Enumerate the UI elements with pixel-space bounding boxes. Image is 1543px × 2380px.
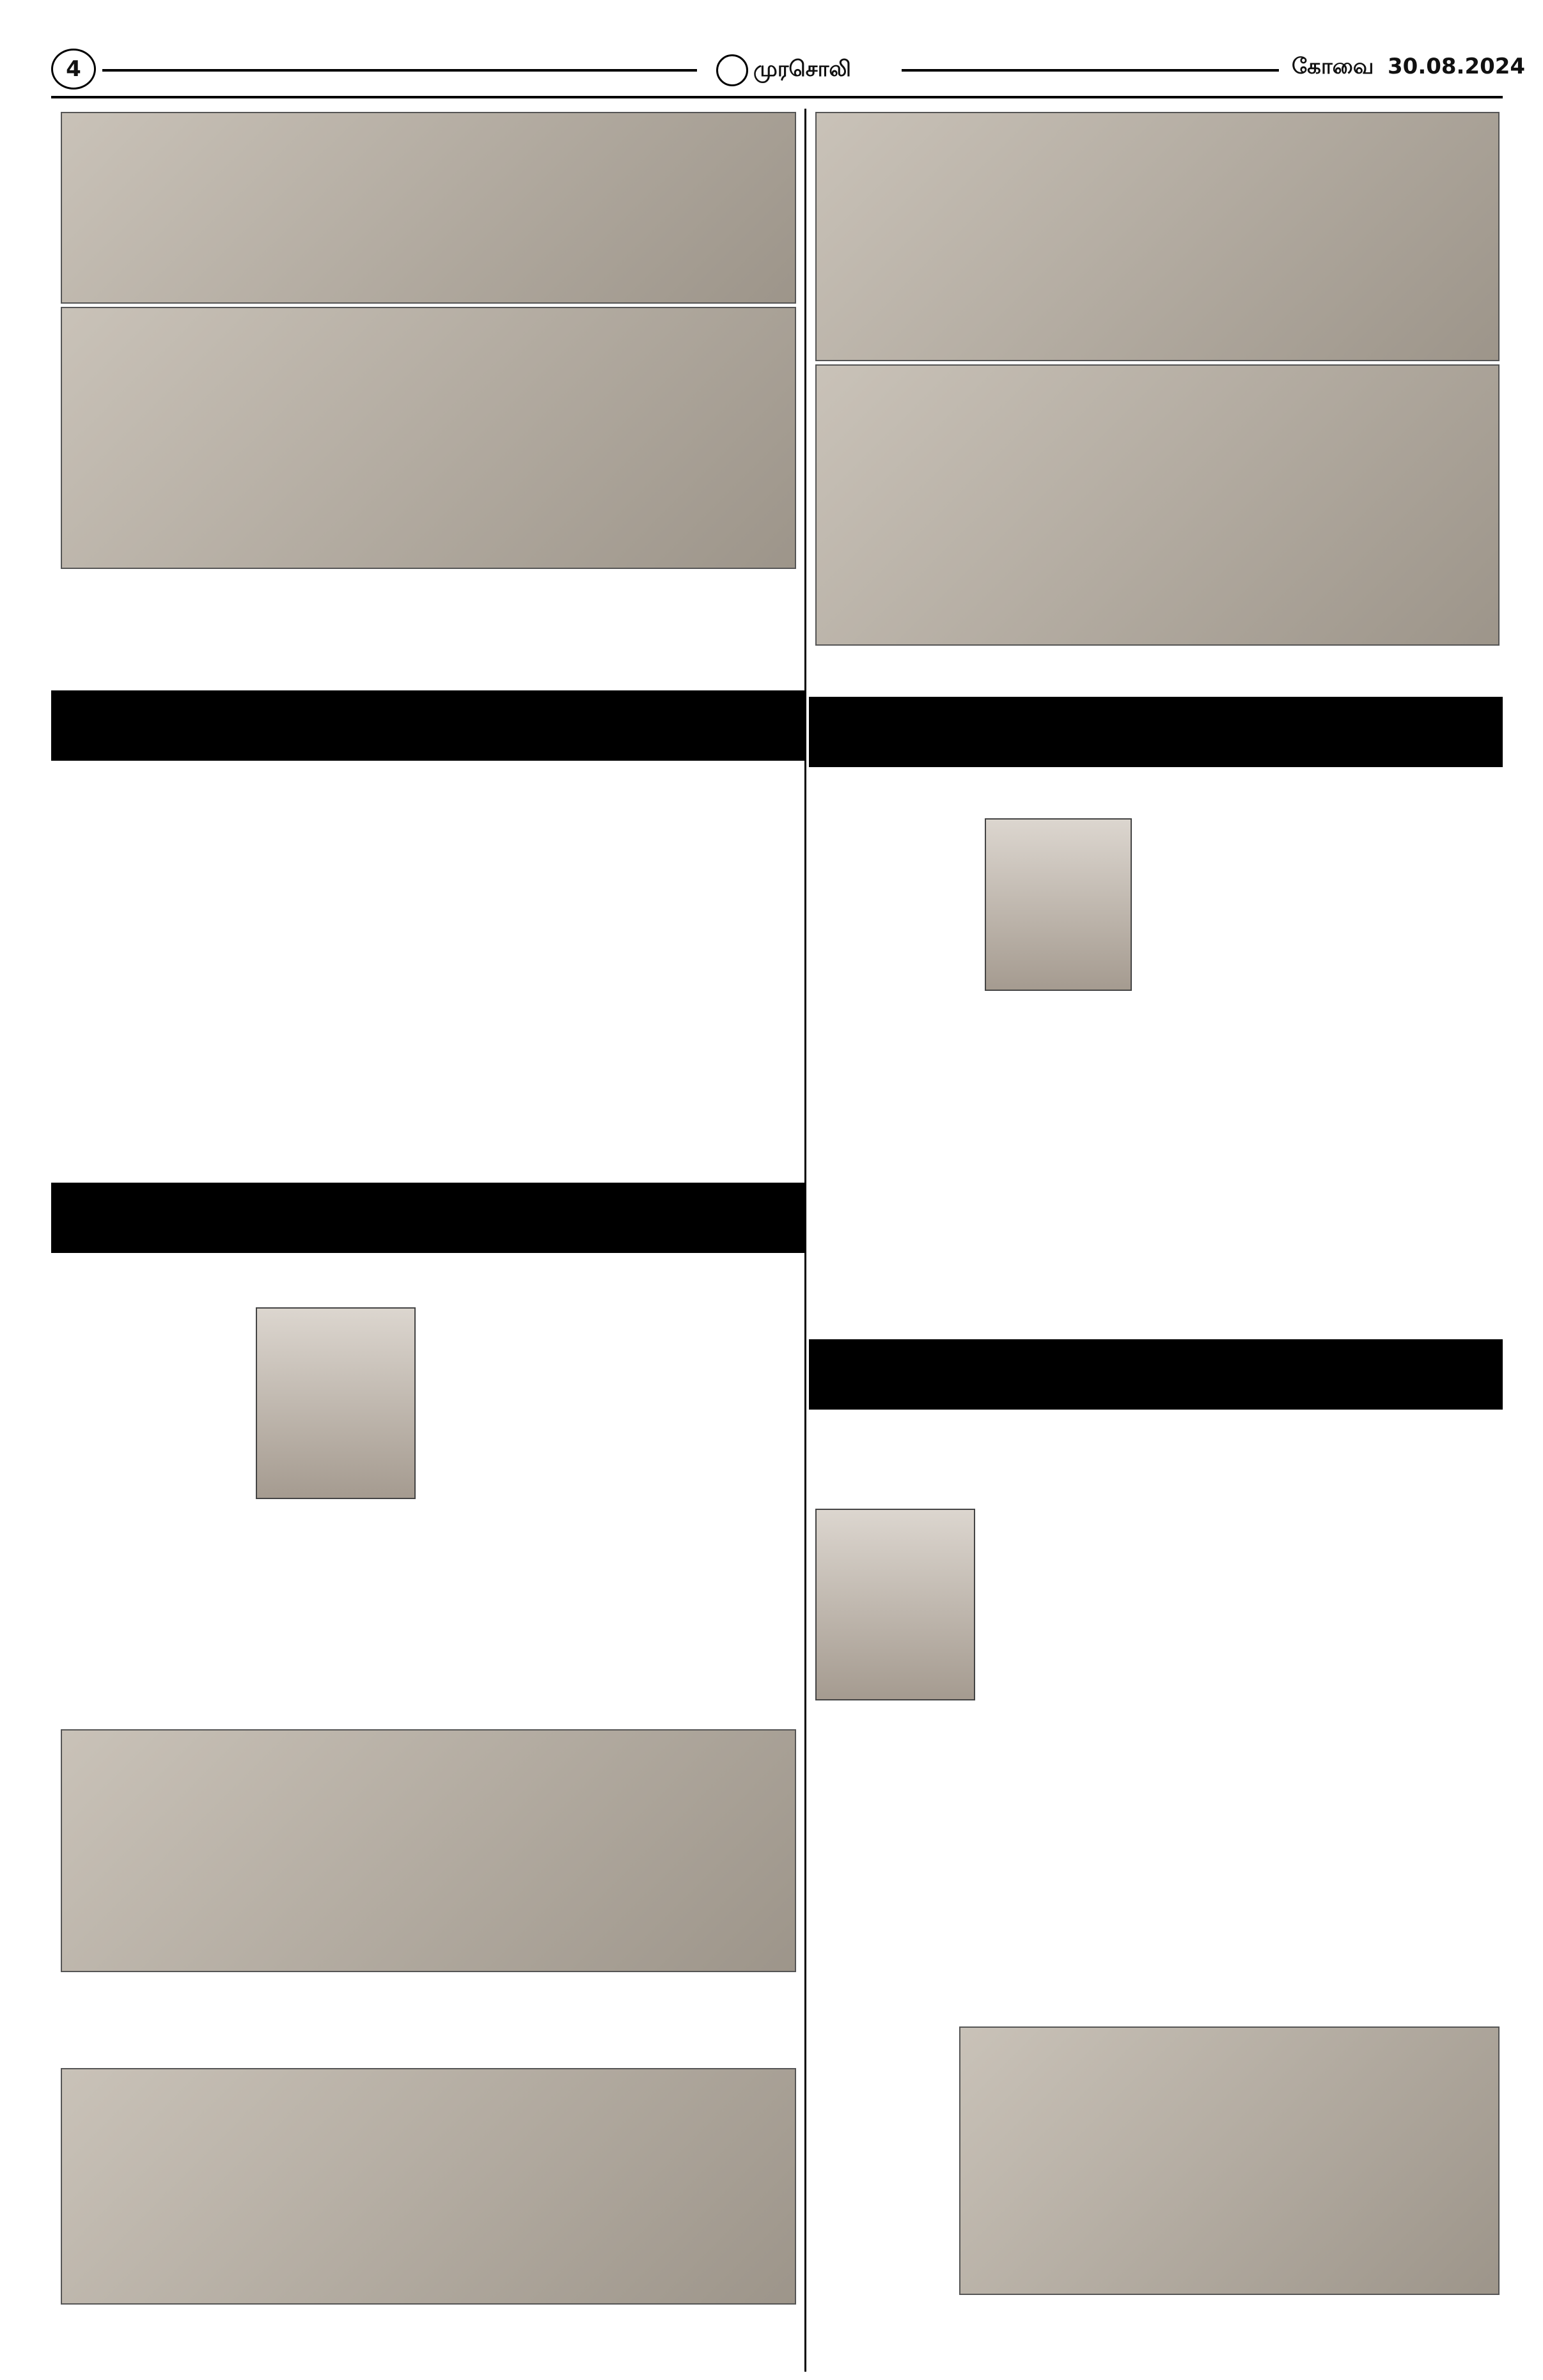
story1-col-1 bbox=[61, 815, 297, 1128]
photo-mid-left-caption bbox=[61, 1975, 796, 2058]
page-header bbox=[51, 45, 1526, 96]
page-number-badge bbox=[51, 49, 96, 89]
masthead-title: முரசொலி bbox=[753, 56, 851, 82]
meeting-photo-top bbox=[815, 112, 1500, 361]
story2-kicker bbox=[815, 658, 1500, 687]
story2-col-3 bbox=[1324, 818, 1500, 1291]
event-photo-mid-left bbox=[61, 1729, 796, 1972]
story1-col-3 bbox=[560, 815, 796, 1128]
story3-col-1 bbox=[61, 1307, 246, 1723]
masthead bbox=[716, 51, 882, 89]
story2-col-1 bbox=[815, 818, 975, 1291]
header-city: கோவை bbox=[1292, 54, 1374, 79]
story2-subhead bbox=[815, 774, 1500, 812]
event-photo-bottom-left bbox=[61, 2068, 796, 2305]
story2-headline bbox=[809, 697, 1503, 767]
story1-kicker bbox=[61, 655, 796, 684]
story2-col-2 bbox=[1141, 818, 1314, 1291]
event-photo-stage bbox=[61, 112, 796, 304]
story1-col-2 bbox=[310, 815, 547, 1128]
story3-kicker bbox=[61, 1144, 796, 1173]
story4-portrait bbox=[815, 1509, 975, 1700]
story3-headline bbox=[51, 1183, 806, 1253]
masthead-logo-icon bbox=[716, 54, 748, 86]
photo-bottom-left-caption bbox=[61, 2308, 796, 2372]
story4-kicker bbox=[815, 1304, 1500, 1333]
story2-portrait bbox=[985, 818, 1132, 991]
story3-portrait bbox=[256, 1307, 416, 1499]
story3-col-2 bbox=[425, 1307, 598, 1723]
photo-bottom-right-caption bbox=[959, 2298, 1500, 2372]
meeting-photo-bottom bbox=[815, 364, 1500, 646]
event-photo-bottom-right bbox=[959, 2026, 1500, 2295]
story4-col-3 bbox=[1273, 1496, 1500, 2020]
story4-headline bbox=[809, 1339, 1503, 1410]
story3-subhead bbox=[61, 1259, 796, 1298]
header-date: 30.08.2024 bbox=[1388, 54, 1526, 79]
page-number: 4 bbox=[66, 56, 81, 82]
left-top-caption bbox=[61, 572, 796, 642]
story4-subhead bbox=[815, 1416, 1500, 1486]
story1-subhead bbox=[61, 767, 796, 805]
story1-headline bbox=[51, 690, 806, 761]
event-photo-audience bbox=[61, 307, 796, 569]
story3-col-3 bbox=[607, 1307, 796, 1723]
story4-col-2 bbox=[1036, 1496, 1263, 2020]
